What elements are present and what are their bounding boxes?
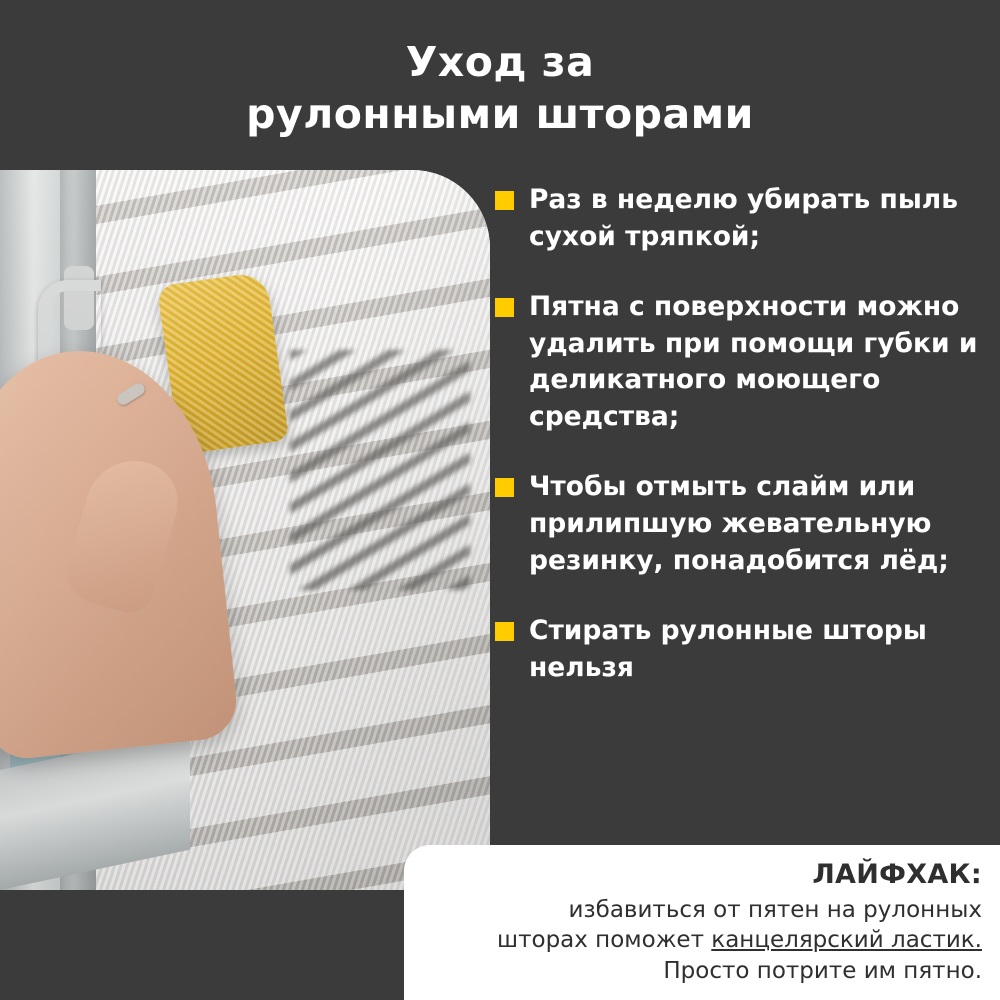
square-bullet-icon xyxy=(495,622,514,641)
square-bullet-icon xyxy=(495,191,514,210)
title-line-2: рулонными шторами xyxy=(246,90,754,138)
square-bullet-icon xyxy=(495,478,514,497)
lifehack-title: ЛАЙФХАК: xyxy=(812,859,982,890)
list-item xyxy=(495,182,995,255)
lifehack-highlight: канцелярский ластик. xyxy=(711,927,982,954)
square-bullet-icon xyxy=(495,298,514,317)
list-item-label: Раз в неделю убирать пыль сухой тряпкой; xyxy=(529,184,958,252)
page-title xyxy=(0,0,1000,170)
care-tips-list xyxy=(495,182,995,720)
lifehack-card xyxy=(404,845,1000,1000)
lifehack-line-3: Просто потрите им пятно. xyxy=(663,958,982,985)
list-item xyxy=(495,289,995,435)
photo-roller-blind-cleaning xyxy=(0,170,490,890)
list-item xyxy=(495,613,995,686)
photo-shading xyxy=(0,170,490,890)
list-item xyxy=(495,469,995,579)
title-line-1: Уход за xyxy=(405,37,595,86)
list-item-label: Пятна с поверхности можно удалить при помощи губки и деликатного моющего средства; xyxy=(529,291,978,432)
lifehack-body xyxy=(422,895,982,987)
lifehack-line-1: избавиться от пятен на рулонных xyxy=(568,896,982,923)
lifehack-line-2-prefix: шторах поможет xyxy=(497,927,712,954)
list-item-label: Чтобы отмыть слайм или прилипшую жевательную резинку, понадобится лёд; xyxy=(529,471,949,576)
list-item-label: Стирать рулонные шторы нельзя xyxy=(529,615,927,683)
